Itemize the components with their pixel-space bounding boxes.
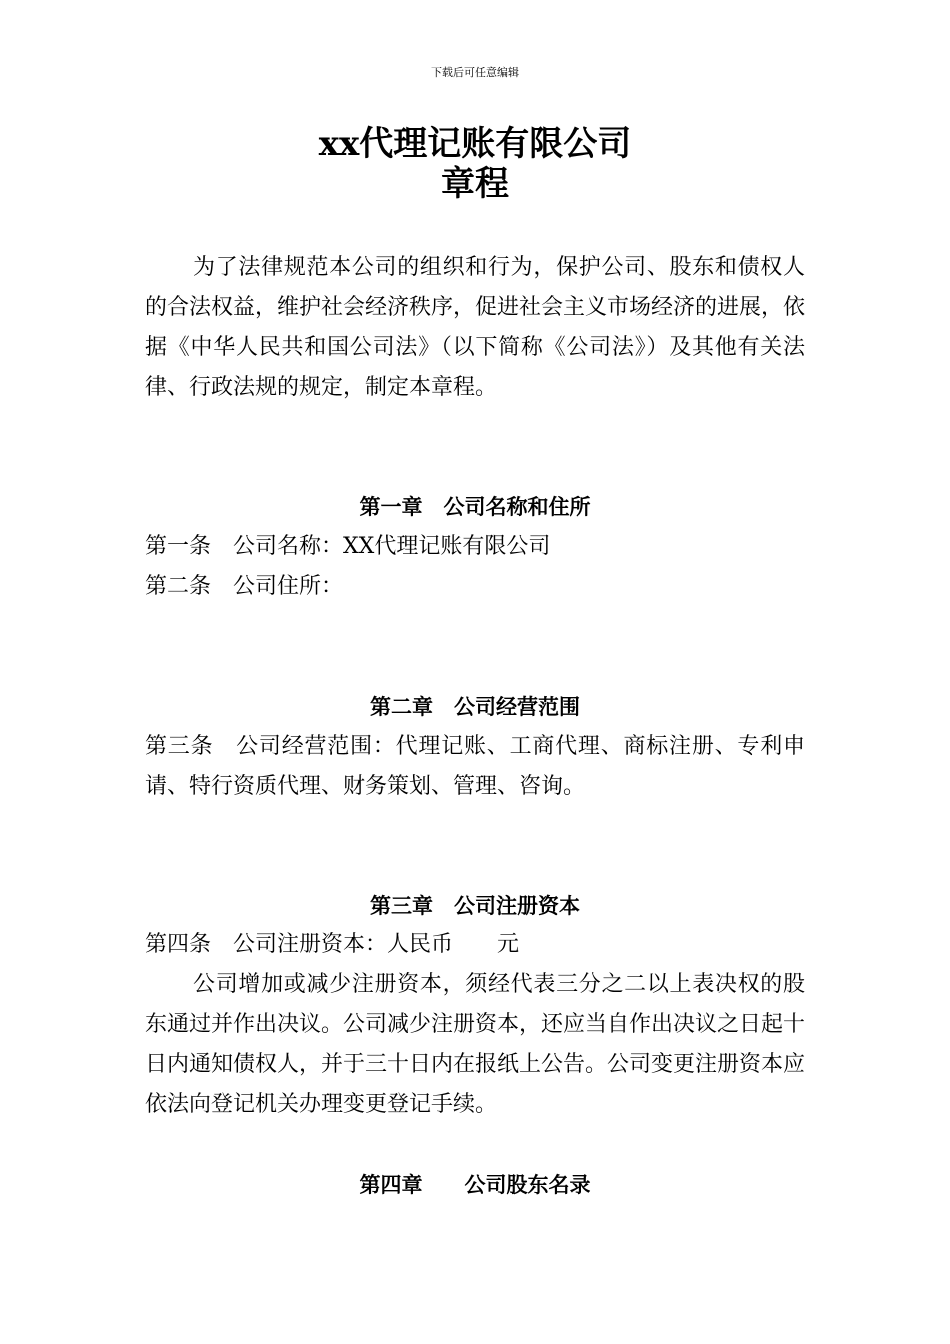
header-note: 下载后可任意编辑	[431, 66, 519, 79]
article-1: 第一条 公司名称：XX代理记账有限公司	[145, 534, 551, 559]
capital-change-paragraph: 公司增加或减少注册资本，须经代表三分之二以上表决权的股东通过并作出决议。公司减少注册资本，还应当自作出决议之日起十日内通知债权人，并于三十日内在报纸上公告。公司变更注册资本应依法向登记机关办理变更登记手续。	[145, 972, 806, 1117]
document-subtitle: 章程	[441, 164, 509, 204]
document-title: xx代理记账有限公司	[318, 124, 632, 164]
article-3: 第三条 公司经营范围：代理记账、工商代理、商标注册、专利申请、特行资质代理、财务策划、管理、咨询。	[145, 734, 805, 799]
preamble-paragraph: 为了法律规范本公司的组织和行为，保护公司、股东和债权人的合法权益，维护社会经济秩序，促进社会主义市场经济的进展，依据《中华人民共和国公司法》（以下简称《公司法》）及其他有关法律、行政法规的规定，制定本章程。	[145, 255, 806, 400]
article-2: 第二条 公司住所：	[145, 574, 344, 599]
chapter-1-heading: 第一章 公司名称和住所	[359, 495, 591, 519]
chapter-4-heading: 第四章 公司股东名录	[359, 1173, 591, 1197]
chapter-3-heading: 第三章 公司注册资本	[370, 894, 580, 918]
chapter-2-heading: 第二章 公司经营范围	[370, 695, 580, 719]
article-4: 第四条 公司注册资本：人民币 元	[145, 932, 520, 957]
